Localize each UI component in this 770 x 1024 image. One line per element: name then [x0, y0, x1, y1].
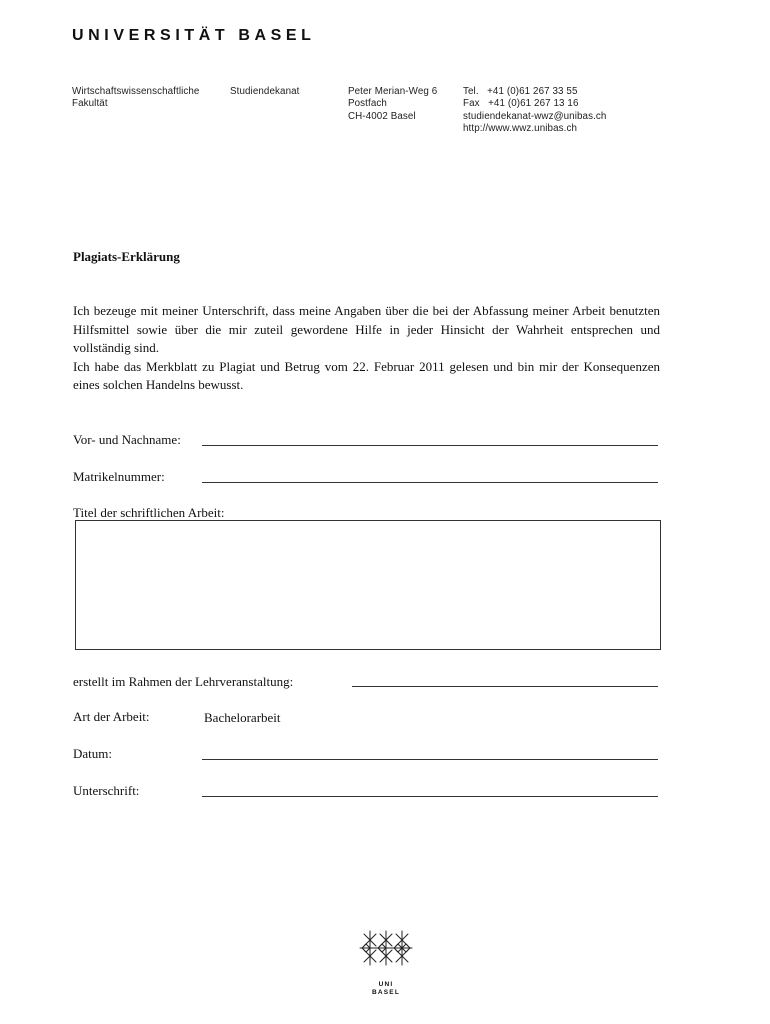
- document-heading: Plagiats-Erklärung: [73, 249, 180, 264]
- declaration-paragraph-2: Ich habe das Merkblatt zu Plagiat und Betrug vom 22. Februar 2011 gelesen und bin mir der Konsequenzen eines solchen Handelns bewusst.: [73, 358, 660, 393]
- address-line: CH-4002 Basel: [348, 110, 416, 122]
- matrikel-field[interactable]: [202, 482, 658, 483]
- name-field[interactable]: [202, 445, 658, 446]
- signature-label: Unterschrift:: [73, 783, 140, 798]
- date-field[interactable]: [202, 759, 658, 760]
- course-label: erstellt im Rahmen der Lehrveranstaltung:: [73, 674, 294, 689]
- address-line: Postfach: [348, 98, 387, 110]
- title-input-box[interactable]: [75, 520, 661, 650]
- university-logo: [358, 930, 414, 996]
- contact-fax: Fax +41 (0)61 267 13 16: [463, 98, 579, 110]
- course-field[interactable]: [352, 686, 658, 687]
- contact-email[interactable]: studiendekanat-wwz@unibas.ch: [463, 110, 607, 122]
- date-label: Datum:: [73, 746, 112, 761]
- address-block: [348, 86, 437, 123]
- signature-field[interactable]: [202, 796, 658, 797]
- faculty-line: Fakultät: [72, 98, 108, 110]
- contact-phone: Tel. +41 (0)61 267 33 55: [463, 86, 578, 97]
- declaration-paragraph-1: Ich bezeuge mit meiner Unterschrift, dass meine Angaben über die bei der Abfassung meiner Arbeit benutzten Hilfsmittel sowie über die mir zuteil gewordene Hilfe in jeder Hinsicht der Wahrheit entsprechen und vollständig sind.: [73, 303, 660, 356]
- faculty-block: [72, 86, 199, 111]
- logo-text-basel: BASEL: [371, 988, 401, 996]
- university-title: UNIVERSITÄT BASEL: [72, 27, 316, 44]
- office-block: [230, 86, 300, 98]
- uni-basel-emblem-icon: [358, 930, 414, 976]
- matrikel-label: Matrikelnummer:: [73, 469, 165, 484]
- address-line: Peter Merian-Weg 6: [348, 86, 438, 97]
- declaration-text: [73, 302, 660, 395]
- type-value: Bachelorarbeit: [204, 710, 281, 725]
- contact-block: [463, 86, 606, 136]
- type-label: Art der Arbeit:: [73, 709, 150, 724]
- name-label: Vor- und Nachname:: [73, 432, 181, 447]
- logo-text-uni: UNI: [378, 981, 394, 988]
- office-name: Studiendekanat: [230, 86, 300, 97]
- faculty-line: Wirtschaftswissenschaftliche: [72, 86, 200, 97]
- title-label: Titel der schriftlichen Arbeit:: [73, 505, 225, 520]
- contact-website[interactable]: http://www.wwz.unibas.ch: [463, 123, 578, 135]
